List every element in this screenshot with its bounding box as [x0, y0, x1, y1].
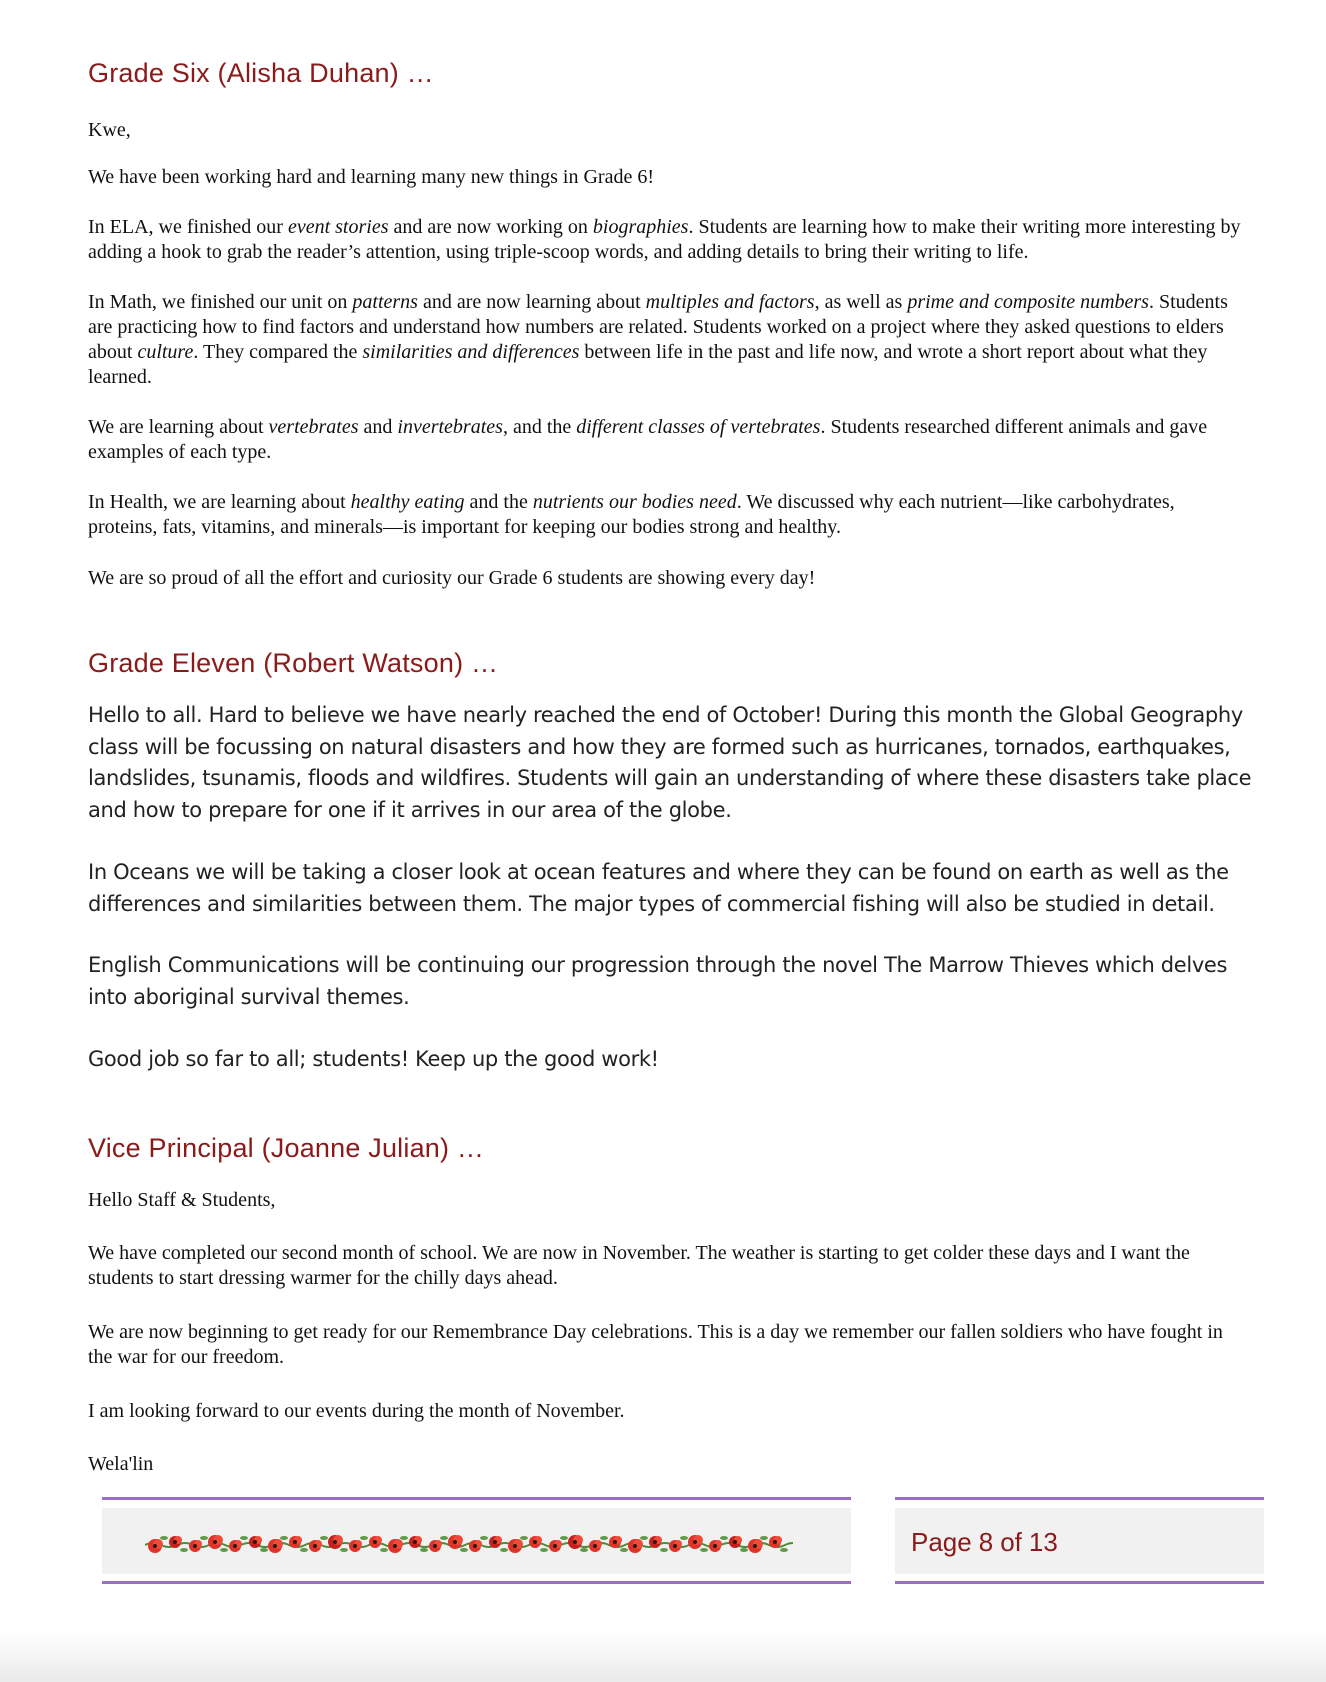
grade-eleven-paragraph-geography: Hello to all. Hard to believe we have nearly reached the end of October! During this month the Global Geography class will be focussing on natural disasters and how they are formed such as hurricanes, tornados, earthquakes, landslides, tsunamis, floods and wildfires. Students will gain an understanding of where these disasters take place and how to prepare for one if it arrives in our area of the globe. — [88, 703, 1252, 822]
page-number — [911, 1527, 1058, 1558]
grade-six-heading: Grade Six (Alisha Duhan) … — [88, 58, 434, 88]
page-total: 13 — [1028, 1527, 1058, 1557]
grade-six-paragraph-ela: In ELA, we finished our event stories and are now working on biographies. Students are learning how to make their writing more interesting by adding a hook to grab the reader’s attention, using triple-scoop words, and adding details to bring their writing to life. — [88, 216, 1241, 263]
footer-right-bottom-rule — [895, 1581, 1264, 1584]
page-current: 8 — [978, 1527, 994, 1557]
footer-right-top-rule — [895, 1497, 1264, 1500]
grade-six-paragraph-1: We have been working hard and learning many new things in Grade 6! — [88, 166, 654, 188]
vice-principal-heading: Vice Principal (Joanne Julian) … — [88, 1133, 485, 1163]
grade-six-greeting: Kwe, — [88, 119, 131, 141]
grade-six-paragraph-math: In Math, we finished our unit on patterns and are now learning about multiples and factors, as well as prime and composite numbers. Students are practicing how to find factors and understand how numbers are related. Students worked on a project where they asked questions to elders about culture. They compared the similarities and differences between life in the past and life now, and wrote a short report about what they learned. — [88, 291, 1228, 388]
footer-left-bottom-rule — [102, 1581, 851, 1584]
poppy-garland-icon — [145, 1523, 793, 1563]
grade-eleven-heading: Grade Eleven (Robert Watson) … — [88, 648, 499, 678]
grade-six-paragraph-science: We are learning about vertebrates and invertebrates, and the different classes of vertebrates. Students researched different animals and gave examples of each type. — [88, 416, 1208, 463]
grade-six-paragraph-closing: We are so proud of all the effort and curiosity our Grade 6 students are showing every day! — [88, 567, 816, 589]
grade-eleven-paragraph-closing: Good job so far to all; students! Keep up the good work! — [88, 1047, 659, 1071]
grade-six-paragraph-health: In Health, we are learning about healthy eating and the nutrients our bodies need. We discussed why each nutrient—like carbohydrates, proteins, fats, vitamins, and minerals—is important for keeping our bodies strong and healthy. — [88, 491, 1175, 538]
footer-left-top-rule — [102, 1497, 851, 1500]
vice-principal-paragraph-3: I am looking forward to our events during the month of November. — [88, 1400, 625, 1422]
grade-eleven-paragraph-oceans: In Oceans we will be taking a closer look at ocean features and where they can be found on earth as well as the differences and similarities between them. The major types of commercial fishing will also be studied in detail. — [88, 860, 1229, 916]
grade-eleven-paragraph-english: English Communications will be continuing our progression through the novel The Marrow Thieves which delves into aboriginal survival themes. — [88, 953, 1228, 1009]
vice-principal-paragraph-2: We are now beginning to get ready for our Remembrance Day celebrations. This is a day we remember our fallen soldiers who have fought in the war for our freedom. — [88, 1321, 1223, 1368]
page-label: Page — [911, 1527, 972, 1557]
vice-principal-paragraph-1: We have completed our second month of school. We are now in November. The weather is starting to get colder these days and I want the students to start dressing warmer for the chilly days ahead. — [88, 1242, 1190, 1289]
vice-principal-greeting: Hello Staff & Students, — [88, 1189, 276, 1211]
page-of: of — [1000, 1527, 1022, 1557]
vice-principal-signoff: Wela'lin — [88, 1453, 154, 1475]
viewer-bottom-shade — [0, 1632, 1326, 1682]
